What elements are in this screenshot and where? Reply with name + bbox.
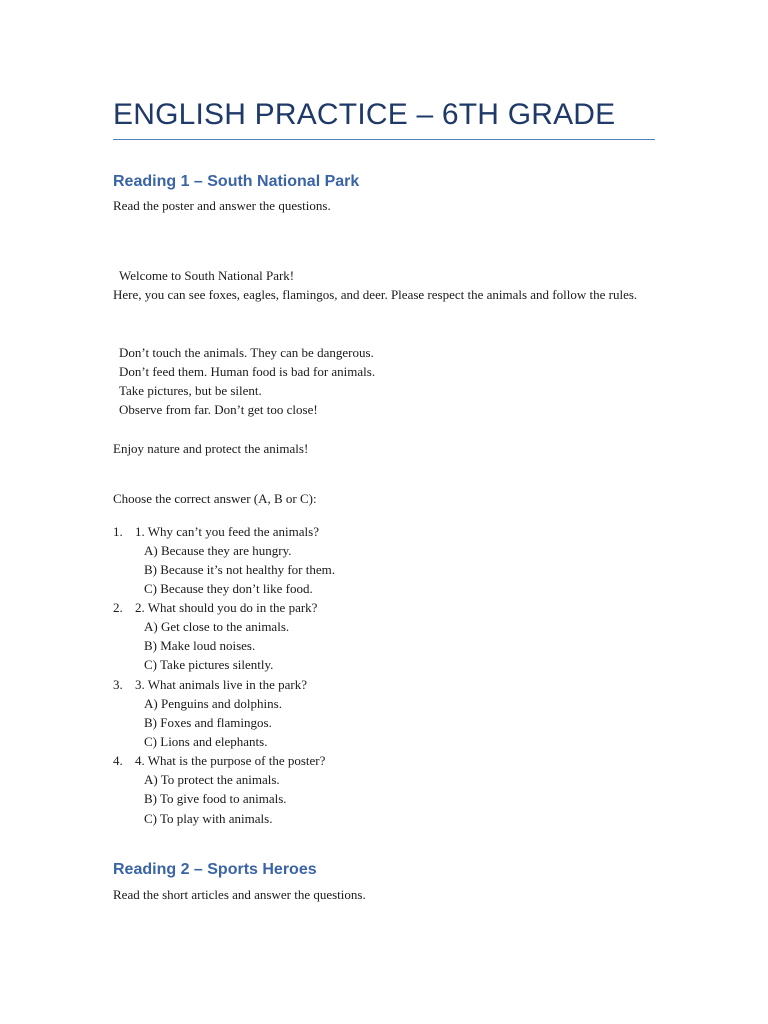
title-divider (113, 139, 655, 140)
reading1-heading: Reading 1 – South National Park (113, 173, 360, 190)
page-title: ENGLISH PRACTICE – 6TH GRADE (113, 98, 616, 131)
question-text: 2. What should you do in the park? (135, 600, 318, 615)
answer-option: A) Penguins and dolphins. (144, 696, 282, 711)
poster-welcome: Welcome to South National Park! (119, 268, 295, 283)
reading2-instruction: Read the short articles and answer the questions. (113, 887, 366, 902)
question-number: 3. (113, 677, 123, 692)
question-number: 1. (113, 524, 123, 539)
question-text: 3. What animals live in the park? (135, 677, 307, 692)
reading1-instruction: Read the poster and answer the questions. (113, 198, 331, 213)
poster-intro: Here, you can see foxes, eagles, flamingos, and deer. Please respect the animals and follow the rules. (113, 287, 638, 302)
question-text: 1. Why can’t you feed the animals? (135, 524, 319, 539)
poster-rule: Don’t feed them. Human food is bad for animals. (119, 364, 376, 379)
answer-option: B) Make loud noises. (144, 638, 256, 653)
poster-rule: Take pictures, but be silent. (119, 383, 262, 398)
answer-option: A) Get close to the animals. (144, 619, 290, 634)
answer-option: B) Because it’s not healthy for them. (144, 562, 335, 577)
answer-option: C) Because they don’t like food. (144, 581, 313, 596)
answer-option: C) To play with animals. (144, 811, 273, 826)
answer-option: A) To protect the animals. (144, 772, 280, 787)
question-number: 2. (113, 600, 123, 615)
answer-option: B) To give food to animals. (144, 791, 287, 806)
answer-option: A) Because they are hungry. (144, 543, 292, 558)
answer-option: B) Foxes and flamingos. (144, 715, 272, 730)
poster-closing: Enjoy nature and protect the animals! (113, 441, 309, 456)
answer-option: C) Lions and elephants. (144, 734, 268, 749)
poster-rule: Observe from far. Don’t get too close! (119, 402, 318, 417)
question-number: 4. (113, 753, 123, 768)
reading2-heading: Reading 2 – Sports Heroes (113, 861, 317, 878)
poster-rule: Don’t touch the animals. They can be dangerous. (119, 345, 374, 360)
question-text: 4. What is the purpose of the poster? (135, 753, 326, 768)
answer-option: C) Take pictures silently. (144, 657, 274, 672)
questions-prompt: Choose the correct answer (A, B or C): (113, 491, 317, 506)
